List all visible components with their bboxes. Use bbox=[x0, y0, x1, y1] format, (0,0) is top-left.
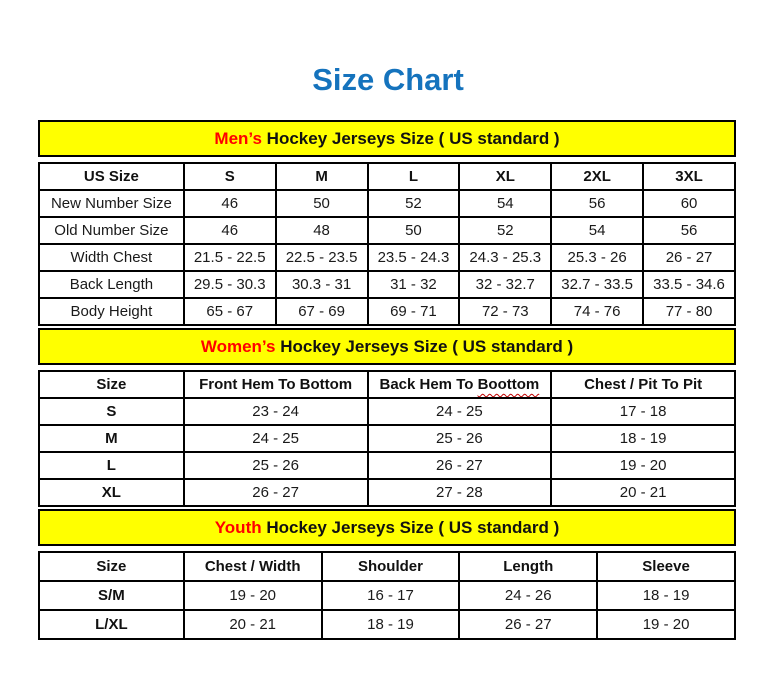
value-cell: 18 - 19 bbox=[597, 581, 735, 610]
table-row bbox=[39, 581, 735, 610]
size-table-youth bbox=[38, 551, 736, 640]
value-cell: 29.5 - 30.3 bbox=[184, 271, 276, 298]
value-cell: 56 bbox=[551, 190, 643, 217]
row-label: S/M bbox=[39, 581, 184, 610]
heading-accent: Youth bbox=[214, 517, 262, 537]
value-cell: 32 - 32.7 bbox=[459, 271, 551, 298]
value-cell: 33.5 - 34.6 bbox=[643, 271, 735, 298]
value-cell: 19 - 20 bbox=[597, 610, 735, 639]
table-row bbox=[39, 190, 735, 217]
value-cell: 22.5 - 23.5 bbox=[276, 244, 368, 271]
table-row bbox=[39, 244, 735, 271]
table-row bbox=[39, 479, 735, 506]
value-cell: 26 - 27 bbox=[459, 610, 597, 639]
table-row bbox=[39, 398, 735, 425]
value-cell: 19 - 20 bbox=[184, 581, 322, 610]
value-cell: 20 - 21 bbox=[551, 479, 735, 506]
value-cell: 77 - 80 bbox=[643, 298, 735, 325]
value-cell: 48 bbox=[276, 217, 368, 244]
header-cell: Sleeve bbox=[597, 552, 735, 581]
row-label: S bbox=[39, 398, 184, 425]
header-cell: Size bbox=[39, 371, 184, 398]
value-cell: 50 bbox=[368, 217, 460, 244]
header-cell: S bbox=[184, 163, 276, 190]
header-cell: Back Hem To Boottom bbox=[368, 371, 552, 398]
header-cell: L bbox=[368, 163, 460, 190]
value-cell: 16 - 17 bbox=[322, 581, 460, 610]
row-label: Width Chest bbox=[39, 244, 184, 271]
value-cell: 50 bbox=[276, 190, 368, 217]
value-cell: 60 bbox=[643, 190, 735, 217]
value-cell: 27 - 28 bbox=[368, 479, 552, 506]
table-row bbox=[39, 452, 735, 479]
row-label: XL bbox=[39, 479, 184, 506]
value-cell: 26 - 27 bbox=[643, 244, 735, 271]
row-label: M bbox=[39, 425, 184, 452]
value-cell: 69 - 71 bbox=[368, 298, 460, 325]
misspelled-word: Boottom bbox=[477, 376, 540, 393]
row-label: Back Length bbox=[39, 271, 184, 298]
value-cell: 21.5 - 22.5 bbox=[184, 244, 276, 271]
value-cell: 23.5 - 24.3 bbox=[368, 244, 460, 271]
header-cell: M bbox=[276, 163, 368, 190]
row-label: Old Number Size bbox=[39, 217, 184, 244]
header-cell: Front Hem To Bottom bbox=[184, 371, 368, 398]
header-cell: Shoulder bbox=[322, 552, 460, 581]
value-cell: 46 bbox=[184, 190, 276, 217]
value-cell: 54 bbox=[551, 217, 643, 244]
table-row bbox=[39, 425, 735, 452]
header-cell: XL bbox=[459, 163, 551, 190]
value-cell: 19 - 20 bbox=[551, 452, 735, 479]
value-cell: 18 - 19 bbox=[551, 425, 735, 452]
header-cell: Chest / Width bbox=[184, 552, 322, 581]
value-cell: 31 - 32 bbox=[368, 271, 460, 298]
header-cell: 3XL bbox=[643, 163, 735, 190]
section-heading-mens bbox=[38, 120, 736, 157]
value-cell: 30.3 - 31 bbox=[276, 271, 368, 298]
value-cell: 46 bbox=[184, 217, 276, 244]
table-row bbox=[39, 610, 735, 639]
value-cell: 56 bbox=[643, 217, 735, 244]
page-title: Size Chart bbox=[312, 62, 464, 97]
value-cell: 52 bbox=[368, 190, 460, 217]
value-cell: 17 - 18 bbox=[551, 398, 735, 425]
section-womens bbox=[38, 328, 736, 507]
heading-text: Hockey Jerseys Size ( US standard ) bbox=[261, 517, 560, 537]
section-youth bbox=[38, 509, 736, 640]
value-cell: 54 bbox=[459, 190, 551, 217]
value-cell: 32.7 - 33.5 bbox=[551, 271, 643, 298]
value-cell: 26 - 27 bbox=[184, 479, 368, 506]
value-cell: 23 - 24 bbox=[184, 398, 368, 425]
size-chart-sections bbox=[38, 120, 736, 640]
value-cell: 25 - 26 bbox=[368, 425, 552, 452]
heading-text: Hockey Jerseys Size ( US standard ) bbox=[275, 336, 574, 356]
header-row bbox=[39, 163, 735, 190]
header-row bbox=[39, 552, 735, 581]
section-heading-womens bbox=[38, 328, 736, 365]
row-label: L bbox=[39, 452, 184, 479]
value-cell: 25 - 26 bbox=[184, 452, 368, 479]
value-cell: 74 - 76 bbox=[551, 298, 643, 325]
header-row bbox=[39, 371, 735, 398]
value-cell: 67 - 69 bbox=[276, 298, 368, 325]
header-cell: Length bbox=[459, 552, 597, 581]
row-label: Body Height bbox=[39, 298, 184, 325]
section-heading-youth bbox=[38, 509, 736, 546]
value-cell: 18 - 19 bbox=[322, 610, 460, 639]
row-label: L/XL bbox=[39, 610, 184, 639]
size-table-womens bbox=[38, 370, 736, 507]
table-row bbox=[39, 271, 735, 298]
header-cell: 2XL bbox=[551, 163, 643, 190]
heading-accent: Men’s bbox=[214, 128, 262, 148]
section-mens bbox=[38, 120, 736, 326]
row-label: New Number Size bbox=[39, 190, 184, 217]
value-cell: 25.3 - 26 bbox=[551, 244, 643, 271]
value-cell: 24 - 26 bbox=[459, 581, 597, 610]
value-cell: 72 - 73 bbox=[459, 298, 551, 325]
heading-accent: Women’s bbox=[200, 336, 276, 356]
value-cell: 24.3 - 25.3 bbox=[459, 244, 551, 271]
table-row bbox=[39, 217, 735, 244]
heading-text: Hockey Jerseys Size ( US standard ) bbox=[261, 128, 560, 148]
value-cell: 24 - 25 bbox=[184, 425, 368, 452]
size-table-mens bbox=[38, 162, 736, 326]
header-cell: US Size bbox=[39, 163, 184, 190]
value-cell: 26 - 27 bbox=[368, 452, 552, 479]
value-cell: 20 - 21 bbox=[184, 610, 322, 639]
header-cell: Size bbox=[39, 552, 184, 581]
header-cell: Chest / Pit To Pit bbox=[551, 371, 735, 398]
value-cell: 65 - 67 bbox=[184, 298, 276, 325]
value-cell: 52 bbox=[459, 217, 551, 244]
table-row bbox=[39, 298, 735, 325]
value-cell: 24 - 25 bbox=[368, 398, 552, 425]
